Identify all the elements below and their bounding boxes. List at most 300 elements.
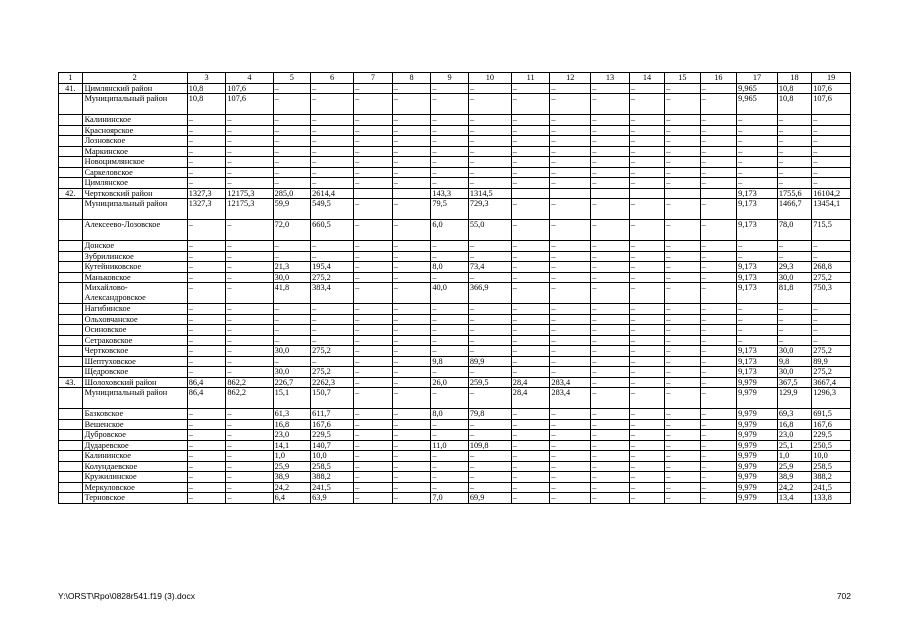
municipality-name: Красноярское — [82, 125, 187, 136]
table-cell: – — [700, 283, 736, 304]
row-number — [59, 482, 83, 493]
table-cell: – — [665, 430, 700, 441]
table-cell: – — [550, 199, 591, 220]
row-number — [59, 251, 83, 262]
table-cell: 167,6 — [812, 419, 851, 430]
table-cell: – — [550, 178, 591, 189]
table-cell: 23,0 — [273, 430, 311, 441]
table-cell: – — [226, 241, 273, 252]
table-cell: – — [591, 325, 630, 336]
table-cell: 133,8 — [812, 493, 851, 504]
row-number — [59, 146, 83, 157]
table-cell: – — [354, 167, 393, 178]
table-cell: – — [226, 472, 273, 483]
table-cell: – — [700, 388, 736, 409]
table-cell: 86,4 — [187, 377, 226, 388]
table-cell: – — [392, 356, 431, 367]
column-number: 1 — [59, 73, 83, 84]
table-cell: – — [550, 314, 591, 325]
table-cell: 660,5 — [311, 220, 354, 241]
table-cell: – — [226, 356, 273, 367]
table-cell: – — [187, 314, 226, 325]
table-cell: – — [354, 272, 393, 283]
table-row — [59, 388, 851, 409]
table-cell: 549,5 — [311, 199, 354, 220]
municipality-name: Щедровское — [82, 367, 187, 378]
municipality-name: Нагибинское — [82, 304, 187, 315]
table-cell: – — [665, 283, 700, 304]
table-cell: – — [354, 283, 393, 304]
table-cell: – — [629, 178, 664, 189]
municipality-name: Кутейниковское — [82, 262, 187, 273]
table-cell: – — [511, 241, 550, 252]
table-cell: 258,5 — [311, 461, 354, 472]
column-number-row — [59, 73, 851, 84]
table-cell: – — [700, 461, 736, 472]
table-cell: – — [273, 356, 311, 367]
table-cell: – — [550, 356, 591, 367]
municipality-name: Колундаевское — [82, 461, 187, 472]
table-cell: – — [812, 335, 851, 346]
table-cell: 81,8 — [777, 283, 811, 304]
table-cell: 78,0 — [777, 220, 811, 241]
table-row — [59, 83, 851, 94]
table-cell: – — [591, 167, 630, 178]
table-cell: – — [700, 241, 736, 252]
table-cell: – — [187, 440, 226, 451]
table-cell: – — [354, 451, 393, 462]
table-cell: – — [354, 304, 393, 315]
table-cell: – — [629, 346, 664, 357]
table-cell: – — [431, 346, 469, 357]
municipality-name: Калининское — [82, 451, 187, 462]
table-cell: – — [550, 136, 591, 147]
table-cell: 388,2 — [311, 472, 354, 483]
table-cell: – — [511, 409, 550, 420]
table-cell: – — [468, 157, 511, 168]
table-cell: – — [665, 409, 700, 420]
table-cell: – — [392, 199, 431, 220]
row-number — [59, 125, 83, 136]
table-cell: – — [511, 493, 550, 504]
table-cell: 275,2 — [812, 346, 851, 357]
column-number: 9 — [431, 73, 469, 84]
table-cell: – — [700, 167, 736, 178]
table-cell: 691,5 — [812, 409, 851, 420]
table-row — [59, 430, 851, 441]
table-cell: – — [273, 115, 311, 126]
table-cell: – — [431, 325, 469, 336]
table-cell: – — [226, 325, 273, 336]
table-cell: – — [812, 251, 851, 262]
table-cell: – — [392, 440, 431, 451]
table-cell: – — [311, 83, 354, 94]
table-cell: – — [392, 251, 431, 262]
table-cell: 11,0 — [431, 440, 469, 451]
table-row — [59, 346, 851, 357]
table-row — [59, 440, 851, 451]
table-cell: 10,8 — [777, 83, 811, 94]
table-cell: – — [226, 430, 273, 441]
table-cell: – — [511, 346, 550, 357]
table-cell: 9,965 — [737, 83, 778, 94]
table-cell: – — [665, 482, 700, 493]
table-cell: 16,8 — [777, 419, 811, 430]
table-cell: – — [431, 430, 469, 441]
table-cell: – — [354, 262, 393, 273]
table-cell: – — [431, 125, 469, 136]
table-cell: – — [777, 241, 811, 252]
table-cell: – — [700, 136, 736, 147]
municipality-name: Саркеловское — [82, 167, 187, 178]
table-cell: – — [700, 440, 736, 451]
table-cell: 79,8 — [468, 409, 511, 420]
column-number: 10 — [468, 73, 511, 84]
table-cell: – — [550, 472, 591, 483]
table-cell: 9,173 — [737, 356, 778, 367]
table-cell: – — [629, 220, 664, 241]
table-cell: 388,2 — [812, 472, 851, 483]
row-number — [59, 325, 83, 336]
column-number: 14 — [629, 73, 664, 84]
table-cell: – — [737, 157, 778, 168]
table-cell: – — [550, 419, 591, 430]
table-cell: – — [700, 409, 736, 420]
table-cell: 9,979 — [737, 461, 778, 472]
table-cell: – — [812, 125, 851, 136]
table-cell: 283,4 — [550, 388, 591, 409]
row-number — [59, 335, 83, 346]
table-cell: – — [354, 346, 393, 357]
table-cell: – — [392, 178, 431, 189]
table-cell: – — [392, 314, 431, 325]
row-number — [59, 283, 83, 304]
table-cell: 366,9 — [468, 283, 511, 304]
table-cell: 268,8 — [812, 262, 851, 273]
table-cell: – — [591, 251, 630, 262]
table-cell: – — [226, 440, 273, 451]
table-cell: 107,6 — [812, 83, 851, 94]
table-cell: – — [226, 220, 273, 241]
table-cell: – — [629, 272, 664, 283]
table-cell: – — [700, 272, 736, 283]
municipality-name: Муниципальный район — [82, 199, 187, 220]
table-cell: – — [468, 451, 511, 462]
table-cell: – — [591, 440, 630, 451]
table-row — [59, 251, 851, 262]
table-cell: – — [468, 472, 511, 483]
table-cell: 9,173 — [737, 283, 778, 304]
row-number: 43. — [59, 377, 83, 388]
table-cell: 28,4 — [511, 388, 550, 409]
table-cell: – — [354, 178, 393, 189]
table-cell: 55,0 — [468, 220, 511, 241]
table-cell: – — [665, 167, 700, 178]
table-cell: – — [550, 430, 591, 441]
table-cell: 6,4 — [273, 493, 311, 504]
table-cell: – — [550, 262, 591, 273]
row-number — [59, 493, 83, 504]
row-number — [59, 388, 83, 409]
table-row — [59, 283, 851, 304]
table-cell: 8,0 — [431, 262, 469, 273]
table-cell: – — [629, 430, 664, 441]
table-cell — [550, 188, 591, 199]
table-cell: 140,7 — [311, 440, 354, 451]
row-number — [59, 472, 83, 483]
table-cell: – — [187, 241, 226, 252]
table-cell: 107,6 — [812, 94, 851, 115]
table-row — [59, 220, 851, 241]
table-cell: – — [392, 482, 431, 493]
table-cell: – — [591, 241, 630, 252]
table-row — [59, 304, 851, 315]
table-cell: – — [226, 272, 273, 283]
table-cell: – — [700, 125, 736, 136]
table-cell: – — [629, 146, 664, 157]
table-cell: – — [511, 94, 550, 115]
table-cell: – — [665, 220, 700, 241]
table-cell: – — [226, 346, 273, 357]
page-number: 702 — [836, 591, 851, 601]
table-cell: – — [591, 419, 630, 430]
table-cell: 73,4 — [468, 262, 511, 273]
table-cell: 285,0 — [273, 188, 311, 199]
table-cell: – — [273, 325, 311, 336]
table-cell: – — [511, 472, 550, 483]
table-cell: 2262,3 — [311, 377, 354, 388]
table-cell: – — [511, 251, 550, 262]
table-cell: 9,173 — [737, 367, 778, 378]
table-row — [59, 409, 851, 420]
table-cell: – — [226, 251, 273, 262]
table-cell: 1755,6 — [777, 188, 811, 199]
document-page — [58, 72, 851, 504]
table-cell: – — [392, 157, 431, 168]
table-cell: – — [629, 304, 664, 315]
table-cell: – — [431, 146, 469, 157]
table-cell: – — [468, 94, 511, 115]
table-cell: 275,2 — [812, 272, 851, 283]
table-cell: – — [700, 83, 736, 94]
table-cell: 12175,3 — [226, 188, 273, 199]
municipality-name: Осиновское — [82, 325, 187, 336]
table-cell: – — [700, 482, 736, 493]
table-cell: – — [700, 325, 736, 336]
table-cell: 9,979 — [737, 388, 778, 409]
municipality-name: Ольховчанское — [82, 314, 187, 325]
table-cell: 12175,3 — [226, 199, 273, 220]
table-cell: 383,4 — [311, 283, 354, 304]
table-cell: – — [392, 335, 431, 346]
table-row — [59, 262, 851, 273]
table-cell: – — [550, 482, 591, 493]
table-cell: – — [700, 472, 736, 483]
table-cell: – — [354, 241, 393, 252]
table-cell: – — [550, 83, 591, 94]
table-cell: 30,0 — [777, 367, 811, 378]
column-number: 15 — [665, 73, 700, 84]
file-path: Y:\ORST\Rpo\0828r541.f19 (3).docx — [58, 591, 196, 601]
table-cell: 30,0 — [273, 367, 311, 378]
table-cell: – — [187, 409, 226, 420]
table-row — [59, 482, 851, 493]
table-cell: – — [700, 451, 736, 462]
table-cell: – — [226, 115, 273, 126]
table-cell: – — [591, 430, 630, 441]
table-cell: 9,979 — [737, 482, 778, 493]
table-cell: – — [354, 314, 393, 325]
table-cell: – — [700, 356, 736, 367]
table-cell: – — [591, 283, 630, 304]
table-cell: – — [273, 125, 311, 136]
municipality-name: Шолоховский район — [82, 377, 187, 388]
table-cell: – — [629, 115, 664, 126]
table-cell: – — [629, 199, 664, 220]
table-cell: – — [629, 94, 664, 115]
table-cell: 107,6 — [226, 83, 273, 94]
table-cell: – — [812, 178, 851, 189]
table-cell: – — [187, 482, 226, 493]
table-cell: – — [226, 262, 273, 273]
table-cell: 30,0 — [777, 346, 811, 357]
column-number: 6 — [311, 73, 354, 84]
table-cell: – — [511, 157, 550, 168]
table-cell: – — [591, 272, 630, 283]
table-cell: – — [354, 472, 393, 483]
table-cell: – — [187, 157, 226, 168]
table-cell: – — [665, 356, 700, 367]
table-cell: – — [629, 377, 664, 388]
table-cell: 9,173 — [737, 220, 778, 241]
table-cell: – — [354, 440, 393, 451]
table-cell: – — [665, 388, 700, 409]
table-cell: 63,9 — [311, 493, 354, 504]
table-cell: – — [511, 136, 550, 147]
table-cell: – — [700, 346, 736, 357]
table-cell: – — [273, 314, 311, 325]
table-cell: – — [629, 314, 664, 325]
table-cell: – — [511, 262, 550, 273]
table-cell: 15,1 — [273, 388, 311, 409]
table-cell — [700, 188, 736, 199]
table-cell: – — [311, 178, 354, 189]
table-cell: 25,9 — [777, 461, 811, 472]
table-cell: – — [187, 367, 226, 378]
table-cell: – — [226, 136, 273, 147]
table-cell: – — [273, 241, 311, 252]
table-cell: – — [273, 304, 311, 315]
table-cell: – — [550, 451, 591, 462]
data-table — [58, 72, 851, 504]
table-cell: – — [700, 262, 736, 273]
table-cell: – — [187, 419, 226, 430]
table-cell — [629, 188, 664, 199]
table-row — [59, 451, 851, 462]
table-cell: 13454,1 — [812, 199, 851, 220]
table-cell: – — [311, 325, 354, 336]
table-cell: – — [550, 461, 591, 472]
table-cell: 6,0 — [431, 220, 469, 241]
table-cell: – — [629, 125, 664, 136]
column-number: 17 — [737, 73, 778, 84]
table-cell: 23,0 — [777, 430, 811, 441]
table-cell: – — [700, 367, 736, 378]
table-cell: – — [511, 283, 550, 304]
column-number: 11 — [511, 73, 550, 84]
table-cell: – — [468, 304, 511, 315]
column-number: 4 — [226, 73, 273, 84]
row-number — [59, 157, 83, 168]
municipality-name: Чертковский район — [82, 188, 187, 199]
table-cell: – — [311, 304, 354, 315]
table-cell: – — [812, 157, 851, 168]
table-cell: – — [354, 199, 393, 220]
table-cell: – — [737, 335, 778, 346]
column-number: 5 — [273, 73, 311, 84]
table-cell: – — [226, 178, 273, 189]
table-cell: 729,3 — [468, 199, 511, 220]
municipality-name: Цимлянский район — [82, 83, 187, 94]
table-cell: 26,0 — [431, 377, 469, 388]
table-cell: – — [511, 115, 550, 126]
table-cell: – — [629, 388, 664, 409]
table-cell: – — [777, 325, 811, 336]
table-cell: – — [354, 356, 393, 367]
table-cell: – — [777, 335, 811, 346]
table-cell: – — [273, 146, 311, 157]
table-cell: 167,6 — [311, 419, 354, 430]
table-cell: – — [550, 304, 591, 315]
table-cell: – — [468, 251, 511, 262]
table-cell: – — [431, 335, 469, 346]
municipality-name: Муниципальный район — [82, 94, 187, 115]
table-cell: 275,2 — [311, 346, 354, 357]
table-cell: – — [700, 146, 736, 157]
table-cell: – — [431, 472, 469, 483]
table-cell: 40,0 — [431, 283, 469, 304]
row-number — [59, 167, 83, 178]
table-cell: – — [591, 94, 630, 115]
table-cell: – — [665, 440, 700, 451]
table-cell: – — [354, 220, 393, 241]
table-cell: – — [550, 115, 591, 126]
table-cell: – — [431, 83, 469, 94]
table-cell: – — [511, 125, 550, 136]
table-cell: – — [550, 272, 591, 283]
table-cell: – — [511, 356, 550, 367]
table-cell: 9,965 — [737, 94, 778, 115]
table-cell: 59,9 — [273, 199, 311, 220]
table-cell: – — [665, 199, 700, 220]
table-cell: – — [777, 167, 811, 178]
table-cell: – — [550, 409, 591, 420]
table-cell: 611,7 — [311, 409, 354, 420]
table-cell: – — [665, 94, 700, 115]
table-cell: – — [431, 304, 469, 315]
table-cell: – — [737, 325, 778, 336]
table-row — [59, 356, 851, 367]
table-cell: 1296,3 — [812, 388, 851, 409]
row-number — [59, 241, 83, 252]
table-cell: 9,173 — [737, 272, 778, 283]
table-cell: – — [311, 314, 354, 325]
table-cell: – — [737, 314, 778, 325]
table-cell: 109,8 — [468, 440, 511, 451]
table-cell: – — [273, 136, 311, 147]
table-cell: – — [700, 430, 736, 441]
row-number — [59, 314, 83, 325]
